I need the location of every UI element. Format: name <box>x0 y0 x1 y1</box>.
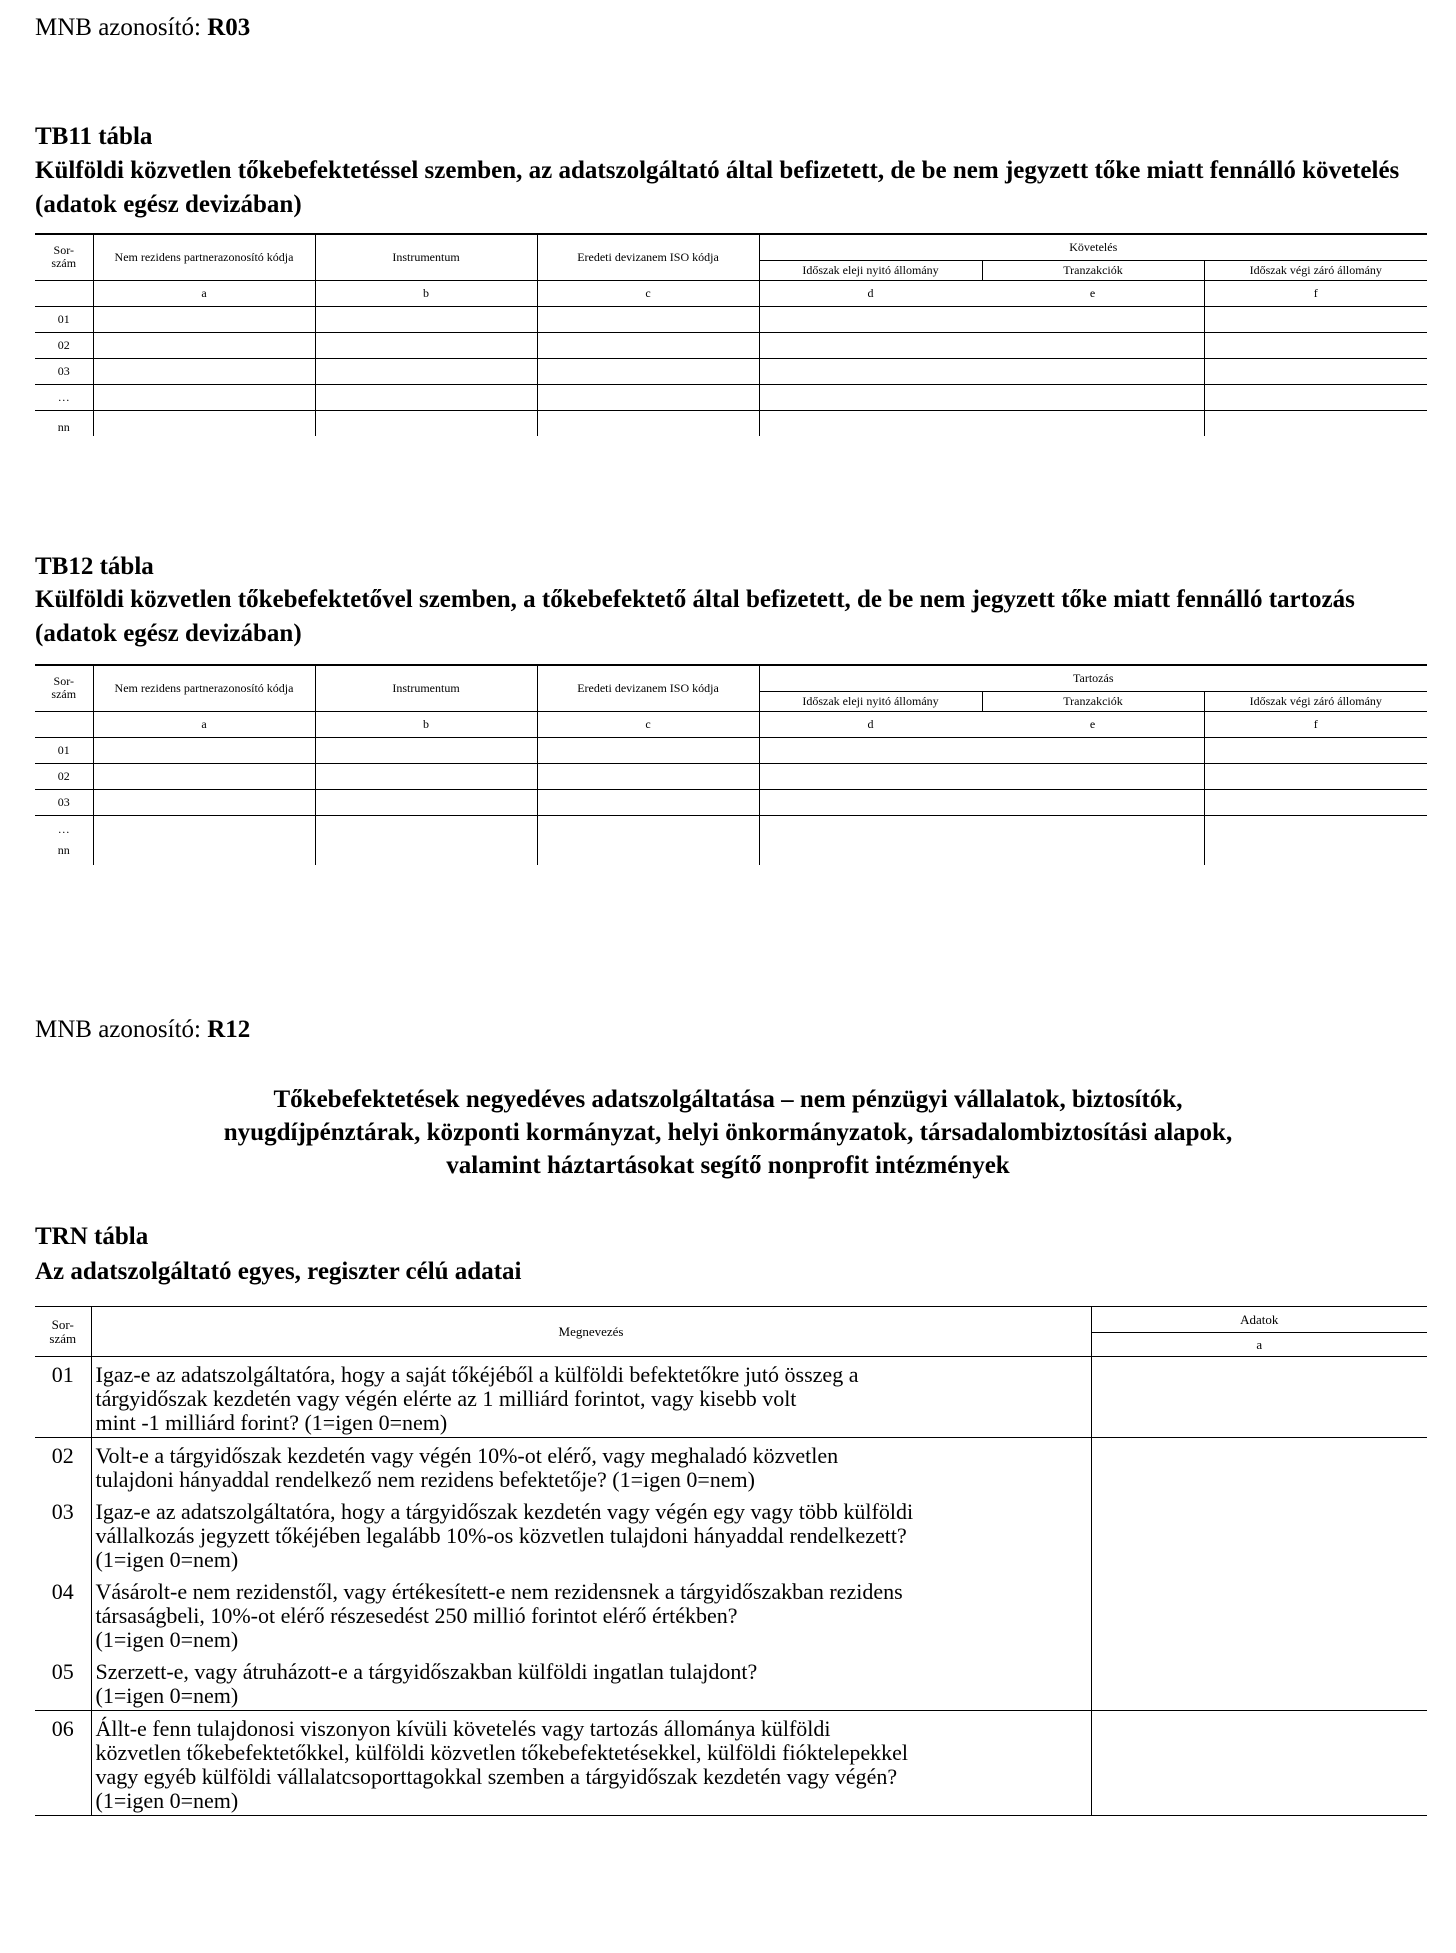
tb12-letter-de <box>759 711 1204 737</box>
tb11-header-c: Eredeti devizanem ISO kódja <box>537 234 759 280</box>
trn-row-line: Igaz-e az adatszolgáltatóra, hogy a tárgyidőszak kezdetén vagy végén egy vagy több külföldi <box>95 1499 914 1524</box>
tb11-letter-d: d <box>867 285 874 300</box>
tb12-header-b: Instrumentum <box>315 665 537 711</box>
table-row <box>35 1438 1427 1495</box>
trn-row-line: Állt-e fenn tulajdonosi viszonyon kívüli követelés vagy tartozás állománya külföldi <box>95 1716 831 1741</box>
table-row <box>35 332 1427 358</box>
trn-row-line: tulajdoni hányaddal rendelkező nem rezidens befektetője? (1=igen 0=nem) <box>95 1467 755 1492</box>
table-cell[interactable] <box>315 358 537 384</box>
table-cell[interactable] <box>93 384 315 410</box>
trn-row-text <box>91 1574 1091 1654</box>
table-cell[interactable] <box>1204 410 1427 436</box>
table-cell[interactable] <box>93 306 315 332</box>
table-cell[interactable] <box>315 410 537 436</box>
table-cell[interactable] <box>1204 763 1427 789</box>
table-cell[interactable] <box>537 384 759 410</box>
tb11-header-b: Instrumentum <box>315 234 537 280</box>
tb12-row-num-tail <box>35 815 93 865</box>
trn-header-szam: szám <box>49 1330 77 1346</box>
tb12-header-e: Tranzakciók <box>982 691 1204 711</box>
mnb-code: R03 <box>207 14 251 41</box>
table-row <box>35 1574 1427 1654</box>
table-cell[interactable] <box>1204 815 1427 865</box>
tb12-row-num: 02 <box>35 763 93 789</box>
table-row <box>35 1494 1427 1574</box>
tb11-letter-b: b <box>315 280 537 306</box>
trn-row-num: 05 <box>35 1654 91 1711</box>
table-row <box>35 1357 1427 1438</box>
table-cell[interactable] <box>1204 737 1427 763</box>
table-cell[interactable] <box>1204 384 1427 410</box>
table-cell[interactable] <box>537 358 759 384</box>
trn-row-num: 04 <box>51 1579 74 1604</box>
table-row <box>35 763 1427 789</box>
trn-row-text <box>91 1494 1091 1574</box>
main-title-line: valamint háztartásokat segítő nonprofit intézmények <box>446 1152 1010 1179</box>
main-title-line: nyugdíjpénztárak, központi kormányzat, helyi önkormányzatok, társadalombiztosítási alapok, <box>223 1119 1233 1146</box>
table-cell[interactable] <box>315 815 537 865</box>
tb12-header-d: Időszak eleji nyitó állomány <box>759 691 982 711</box>
trn-row-line: (1=igen 0=nem) <box>95 1788 239 1813</box>
tb11-description: Külföldi közvetlen tőkebefektetéssel szemben, az adatszolgáltató által befizetett, de be nem jegyzett tőke miatt fennálló követelés (adatok egész devizában) <box>35 157 1400 218</box>
trn-data-cell[interactable] <box>1091 1654 1427 1711</box>
trn-row-line: vállalkozás jegyzett tőkéjében legalább 10%-os közvetlen tulajdoni hányaddal rendelkezett? <box>95 1523 907 1548</box>
tb12-title: TB12 tábla <box>35 553 154 580</box>
trn-row-line: tárgyidőszak kezdetén vagy végén elérte az 1 milliárd forintot, vagy kisebb volt <box>95 1386 797 1411</box>
tb12-description: Külföldi közvetlen tőkebefektetővel szemben, a tőkebefektető által befizetett, de be nem jegyzett tőke miatt fennálló tartozás (adatok egész devizában) <box>35 586 1355 647</box>
trn-header-letter: a <box>1091 1333 1427 1357</box>
tb11-letter-f: f <box>1204 280 1427 306</box>
table-cell[interactable] <box>315 306 537 332</box>
trn-header-data: Adatok <box>1091 1307 1427 1333</box>
tb11-letter-e: e <box>1089 285 1096 300</box>
tb11-header-e: Tranzakciók <box>982 260 1204 280</box>
table-cell[interactable] <box>1204 332 1427 358</box>
tb12-header-c: Eredeti devizanem ISO kódja <box>537 665 759 711</box>
trn-row-text <box>91 1711 1091 1816</box>
trn-row-line: (1=igen 0=nem) <box>95 1627 239 1652</box>
tb11-row-num: 01 <box>35 306 93 332</box>
trn-row-line: Vásárolt-e nem rezidenstől, vagy értékesített-e nem rezidensnek a tárgyidőszakban rezidens <box>95 1579 903 1604</box>
tb11-header-f: Időszak végi záró állomány <box>1204 260 1427 280</box>
trn-row-num: 01 <box>35 1357 91 1438</box>
table-cell[interactable] <box>537 737 759 763</box>
table-cell[interactable] <box>759 789 1204 815</box>
tb11-header-sorszam <box>35 234 93 280</box>
table-cell[interactable] <box>759 815 1204 865</box>
tb11-row-num: 03 <box>35 358 93 384</box>
trn-description: Az adatszolgáltató egyes, regiszter célú adatai <box>35 1258 522 1285</box>
trn-row-line: mint -1 milliárd forint? (1=igen 0=nem) <box>95 1410 448 1435</box>
trn-row-text <box>91 1357 1091 1438</box>
tb11-header-szam: szám <box>51 256 77 271</box>
tb11-letter-c: c <box>537 280 759 306</box>
table-cell[interactable] <box>93 358 315 384</box>
tb11-title: TB11 tábla <box>35 123 153 150</box>
table-cell[interactable] <box>537 815 759 865</box>
trn-row-num: 02 <box>51 1443 74 1468</box>
trn-row-line: társaságbeli, 10%-ot elérő részesedést 250 millió forintot elérő értékben? <box>95 1603 738 1628</box>
table-cell[interactable] <box>1204 358 1427 384</box>
table-cell[interactable] <box>537 763 759 789</box>
mnb-id-r12 <box>35 1016 250 1044</box>
table-cell[interactable] <box>537 306 759 332</box>
trn-data-cell[interactable] <box>1091 1357 1427 1438</box>
trn-row-line: vagy egyéb külföldi vállalatcsoporttagokkal szemben a tárgyidőszak kezdetén vagy végén? <box>95 1764 898 1789</box>
tb11-letter-row <box>35 280 1427 306</box>
tb12-header-szam: szám <box>51 687 77 702</box>
table-cell[interactable] <box>93 737 315 763</box>
trn-data-cell[interactable] <box>1091 1494 1427 1574</box>
table-row <box>35 410 1427 436</box>
table-cell[interactable] <box>315 332 537 358</box>
mnb-label: MNB azonosító: <box>35 1016 201 1043</box>
trn-row-text <box>91 1438 1091 1495</box>
table-cell[interactable] <box>93 815 315 865</box>
table-row <box>35 789 1427 815</box>
tb12-table <box>35 664 1427 865</box>
trn-row-line: közvetlen tőkebefektetőkkel, külföldi közvetlen tőkebefektetésekkel, külföldi fióktelepekkel <box>95 1740 908 1765</box>
table-row <box>35 358 1427 384</box>
table-cell[interactable] <box>759 737 1204 763</box>
table-cell[interactable] <box>759 410 1204 436</box>
tb11-row-num: … <box>35 384 93 410</box>
tb12-row-num: … <box>57 822 70 837</box>
tb11-letter-empty <box>35 280 93 306</box>
table-cell[interactable] <box>315 384 537 410</box>
trn-row-line: Volt-e a tárgyidőszak kezdetén vagy végén 10%-ot elérő, vagy meghaladó közvetlen <box>95 1443 839 1468</box>
tb12-letter-e: e <box>1089 716 1096 731</box>
tb11-row-num: nn <box>57 419 70 434</box>
trn-data-cell[interactable] <box>1091 1574 1427 1654</box>
mnb-label: MNB azonosító: <box>35 14 201 41</box>
table-cell[interactable] <box>759 332 1204 358</box>
table-cell[interactable] <box>93 410 315 436</box>
table-row <box>35 384 1427 410</box>
table-cell[interactable] <box>759 384 1204 410</box>
tb11-header-sor: Sor- <box>53 243 74 258</box>
tb11-row-num: 02 <box>35 332 93 358</box>
trn-data-cell[interactable] <box>1091 1438 1427 1495</box>
tb12-letter-c: c <box>537 711 759 737</box>
trn-row-num: 06 <box>35 1711 91 1816</box>
trn-header-name: Megnevezés <box>91 1307 1091 1357</box>
tb12-row-num: 03 <box>35 789 93 815</box>
table-cell[interactable] <box>315 737 537 763</box>
table-cell[interactable] <box>93 332 315 358</box>
trn-title: TRN tábla <box>35 1223 149 1250</box>
trn-row-line: Igaz-e az adatszolgáltatóra, hogy a saját tőkéjéből a külföldi befektetőkre jutó összeg a <box>95 1362 859 1387</box>
tb12-header-sorszam <box>35 665 93 711</box>
trn-header-sorszam <box>35 1307 91 1357</box>
table-cell[interactable] <box>537 410 759 436</box>
table-row <box>35 1711 1427 1816</box>
table-row <box>35 1654 1427 1711</box>
mnb-id-r03 <box>35 14 250 42</box>
table-cell[interactable] <box>315 763 537 789</box>
trn-row-num: 03 <box>51 1499 74 1524</box>
tb11-table <box>35 233 1427 436</box>
main-title <box>0 1083 1456 1182</box>
table-cell[interactable] <box>93 789 315 815</box>
tb12-header-a: Nem rezidens partnerazonosító kódja <box>93 665 315 711</box>
tb12-letter-f: f <box>1204 711 1427 737</box>
table-row <box>35 815 1427 865</box>
table-cell[interactable] <box>759 763 1204 789</box>
tb12-row-num: nn <box>57 843 70 858</box>
tb11-letter-a: a <box>93 280 315 306</box>
trn-row-line: (1=igen 0=nem) <box>95 1683 239 1708</box>
table-cell[interactable] <box>1204 306 1427 332</box>
table-row <box>35 306 1427 332</box>
table-cell[interactable] <box>1204 789 1427 815</box>
tb12-header-sor: Sor- <box>53 674 74 689</box>
trn-row-line: Szerzett-e, vagy átruházott-e a tárgyidőszakban külföldi ingatlan tulajdont? <box>95 1659 758 1684</box>
trn-header-sor: Sor- <box>51 1316 74 1332</box>
trn-row-text <box>91 1654 1091 1711</box>
tb12-row-num: 01 <box>35 737 93 763</box>
table-cell[interactable] <box>93 763 315 789</box>
mnb-code: R12 <box>207 1016 251 1043</box>
table-cell[interactable] <box>537 332 759 358</box>
main-title-line: Tőkebefektetések negyedéves adatszolgáltatása – nem pénzügyi vállalatok, biztosítók, <box>273 1086 1183 1113</box>
tb12-letter-row <box>35 711 1427 737</box>
tb12-header-group: Tartozás <box>759 665 1427 691</box>
tb11-letter-de <box>759 280 1204 306</box>
table-cell[interactable] <box>759 306 1204 332</box>
tb12-letter-a: a <box>93 711 315 737</box>
tb12-letter-d: d <box>867 716 874 731</box>
table-cell[interactable] <box>315 789 537 815</box>
table-row <box>35 737 1427 763</box>
table-cell[interactable] <box>759 358 1204 384</box>
trn-row-line: (1=igen 0=nem) <box>95 1547 239 1572</box>
tb11-header-a: Nem rezidens partnerazonosító kódja <box>93 234 315 280</box>
tb11-header-d: Időszak eleji nyitó állomány <box>759 260 982 280</box>
tb11-header-group: Követelés <box>759 234 1427 260</box>
trn-table <box>35 1306 1427 1816</box>
tb12-header-f: Időszak végi záró állomány <box>1204 691 1427 711</box>
trn-data-cell[interactable] <box>1091 1711 1427 1816</box>
table-cell[interactable] <box>537 789 759 815</box>
tb12-letter-b: b <box>315 711 537 737</box>
tb12-letter-empty <box>35 711 93 737</box>
